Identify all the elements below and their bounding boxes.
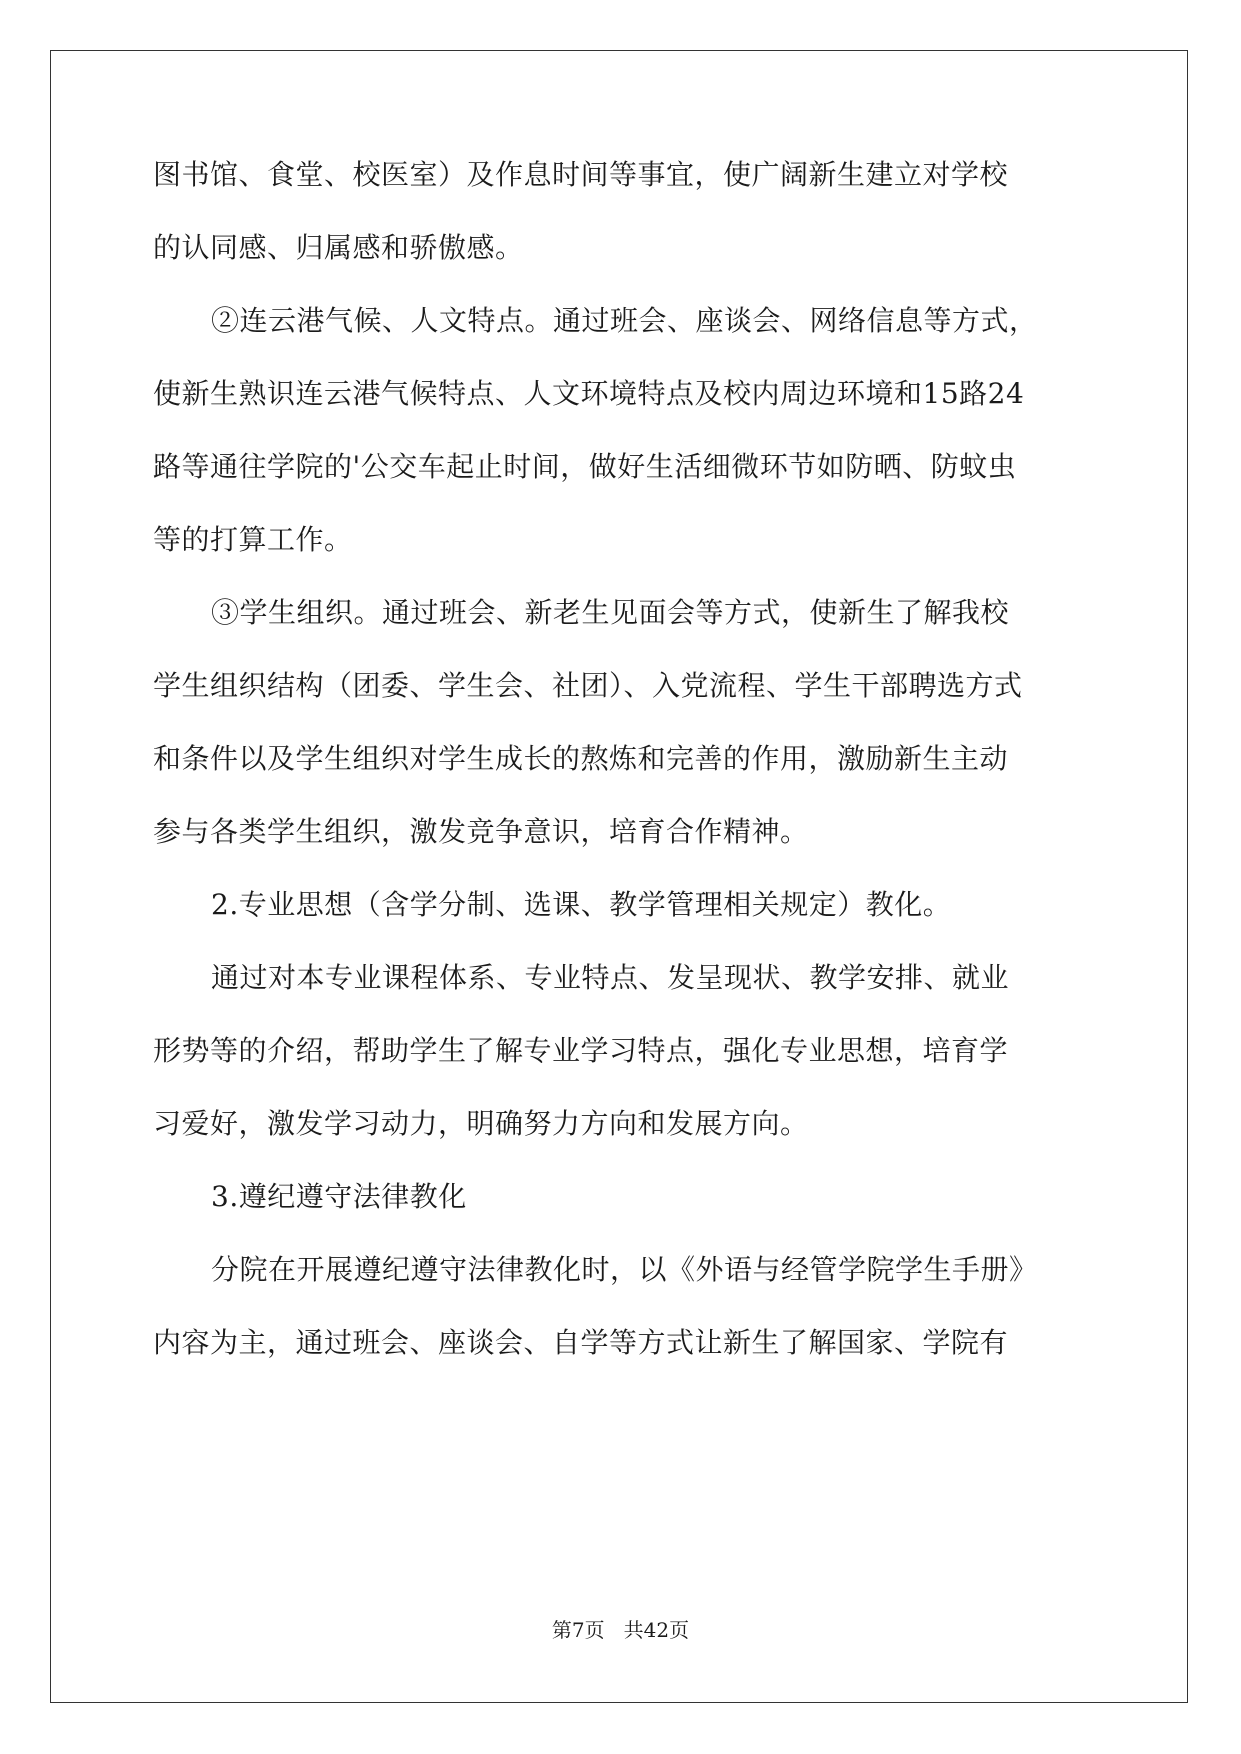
text-line: 使新生熟识连云港气候特点、人文环境特点及校内周边环境和15路24	[153, 377, 1025, 410]
text-line: 形势等的介绍，帮助学生了解专业学习特点，强化专业思想，培育学	[153, 1034, 1009, 1067]
text-line: 等的打算工作。	[153, 523, 353, 556]
text-line: 习爱好，激发学习动力，明确努力方向和发展方向。	[153, 1107, 809, 1140]
paragraph-start: 通过对本专业课程体系、专业特点、发呈现状、教学安排、就业	[211, 961, 1010, 994]
page-border	[50, 50, 1188, 1703]
paragraph-start: 分院在开展遵纪遵守法律教化时，以《外语与经管学院学生手册》	[211, 1253, 1038, 1286]
text-line: 参与各类学生组织，激发竞争意识，培育合作精神。	[153, 815, 809, 848]
section-heading: 3.遵纪遵守法律教化	[211, 1180, 467, 1213]
text-line: 和条件以及学生组织对学生成长的熬炼和完善的作用，激励新生主动	[153, 742, 1009, 775]
paragraph-start: ③学生组织。通过班会、新老生见面会等方式，使新生了解我校	[211, 596, 1010, 629]
page-number: 第7页 共42页	[551, 1618, 690, 1642]
text-line: 内容为主，通过班会、座谈会、自学等方式让新生了解国家、学院有	[153, 1326, 1009, 1359]
section-heading: 2.专业思想（含学分制、选课、教学管理相关规定）教化。	[211, 888, 952, 921]
text-line: 路等通往学院的'公交车起止时间，做好生活细微环节如防晒、防蚊虫	[153, 450, 1017, 483]
paragraph-start: ②连云港气候、人文特点。通过班会、座谈会、网络信息等方式，	[211, 304, 1038, 337]
text-line: 的认同感、归属感和骄傲感。	[153, 231, 524, 264]
page-footer	[0, 1614, 1241, 1643]
text-line: 学生组织结构（团委、学生会、社团）、入党流程、学生干部聘选方式	[153, 669, 1023, 702]
text-line: 图书馆、食堂、校医室）及作息时间等事宜，使广阔新生建立对学校	[153, 158, 1009, 191]
